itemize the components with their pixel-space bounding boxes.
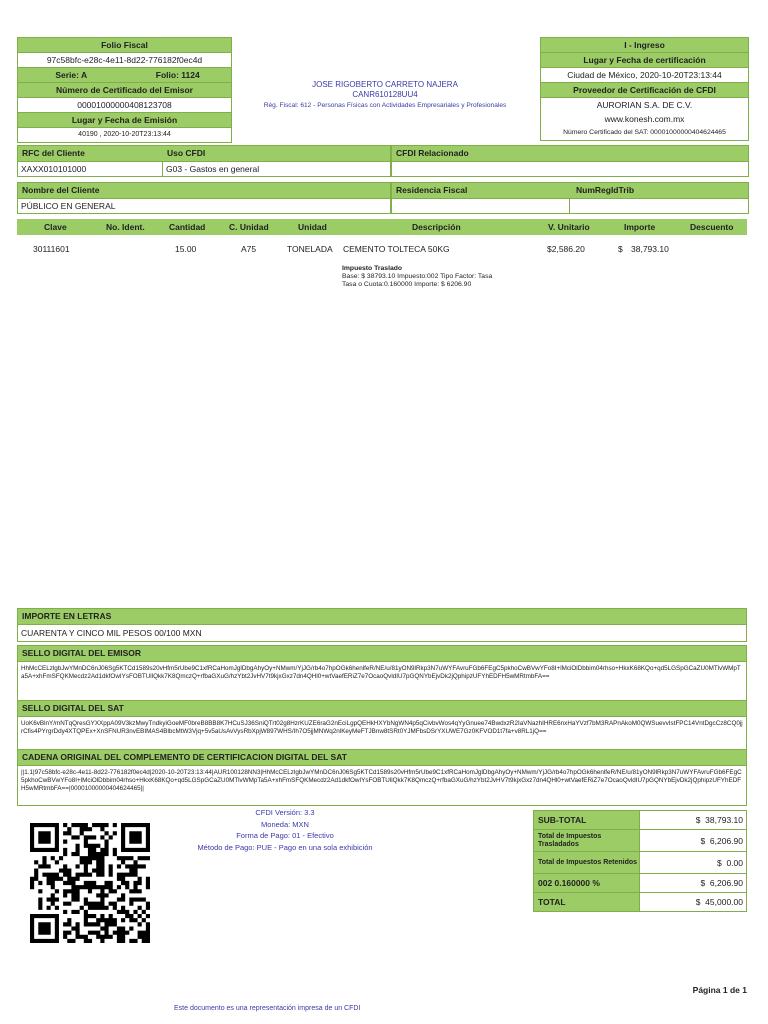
row-c-unidad: A75 [241,244,257,254]
lugar-emision-value: 40190 , 2020-10-20T23:13:44 [18,128,231,142]
emisor-block [235,80,535,111]
emisor-name: JOSE RIGOBERTO CARRETO NAJERA [312,80,458,89]
retenidos-value: 0.00 [726,857,743,868]
cadena-value: ||1.1|97c58bfc-e28c-4e11-8d22-776182f0ec4d|2020-10-20T23:13:44|AUR100128NN3|HhMcCELzlgbJwYMnDC6nJ06Sg5KTCd1589s20vHfm5rUbe9C1xfRCaHomJglDbgAhyOy+NMwm/YjJG/rb4o7hpOGk6henlfeR/NE/u/81yON9lRkp3N7uWYFAvruFGb6FEgC5pkhoCwBVwYFo8I+lMciOlDbbim04rhso+HkxK68KQo+qd5LGSpGCaZU0MTlvWMpTa5A+xhFmSFQKMecdz2Ad1dkfOwIYsFOBTUllQkk7K8QmczQ+rfbaGXuG/hzYbt2JvHV7t9kjxGxz7dn4QHl0+wtVaefERiZ7e7OcaoQvldIU7pGQNYbEjvDk2jQphipzUFYhEDFH5wMRtmbFA==|00001000000404624465|| [17,766,747,806]
cliente-row-1 [17,145,391,177]
subtotal-value: 38,793.10 [705,815,743,825]
proveedor-name: AURORIAN S.A. DE C.V. [541,98,748,112]
concepts-header [17,219,747,235]
totals-row-trasladados [534,830,747,852]
subtotal-label: SUB-TOTAL [534,811,640,830]
emisor-regimen: Rég. Fiscal: 612 - Personas Físicas con Actividades Empresariales y Profesionales [263,102,507,109]
col-importe: Importe [624,222,656,232]
totals-table [533,810,747,912]
serie-folio-row [18,68,231,83]
residencia-value [392,199,570,213]
col-descuento: Descuento [690,222,734,232]
qr-code [30,823,150,943]
subtotal-sym: $ [695,815,701,825]
tax-line-2: Tasa o Cuota:0.160000 Importe: $ 6206.90 [342,281,472,289]
importe-letras-section [17,608,747,642]
iva-label: 002 0.160000 % [534,874,640,893]
row-unidad: TONELADA [287,244,333,254]
tipo-comprobante: I - Ingreso [541,38,748,53]
iva-sym: $ [700,878,706,888]
residencia-box [391,182,749,214]
proveedor-web: www.konesh.com.mx [541,112,748,126]
cert-emisor-value: 00001000000408123708 [18,98,231,113]
cfdi-version: CFDI Versión: 3.3 [255,808,315,817]
lugar-cert-label: Lugar y Fecha de certificación [541,53,748,68]
row-importe: 38,793.10 [631,244,669,254]
trasladados-label: Total de Impuestos Trasladados [534,830,640,852]
emisor-rfc: CANR610128UU4 [352,90,418,99]
nombre-cliente-value: PÚBLICO EN GENERAL [18,199,390,213]
col-descripcion: Descripción [412,222,461,232]
tax-line-1: Base: $ 38793.10 Impuesto:002 Tipo Factor: Tasa [342,273,493,281]
col-clave: Clave [44,222,67,232]
cfdi-relacionado-value [392,162,748,176]
uso-cfdi-label: Uso CFDI [167,148,206,158]
folio-box [17,37,232,143]
cfdi-info [170,807,400,853]
certificacion-box [540,37,749,141]
lugar-emision-label: Lugar y Fecha de Emisión [18,113,231,128]
sello-sat-section [17,700,747,750]
retenidos-label: Total de Impuestos Retenidos [534,852,640,874]
page-number: Página 1 de 1 [692,985,747,995]
totals-row-iva [534,874,747,893]
serie-label: Serie: A [55,70,88,80]
qr-modules [30,823,150,943]
iva-value: 6,206.90 [709,878,743,888]
cert-sat: Número Certificado del SAT: 00001000000404624465 [541,126,748,140]
tax-title: Impuesto Traslado [342,265,403,272]
metodo-pago: Método de Pago: PUE - Pago en una sola exhibición [197,842,373,852]
nombre-cliente-box [17,182,391,214]
rfc-cliente-value: XAXX010101000 [18,162,163,176]
folio-label: Folio: 1124 [155,70,200,80]
col-v-unitario: V. Unitario [548,222,590,232]
col-no-ident: No. Ident. [106,222,145,232]
total-label: TOTAL [534,893,640,912]
folio-fiscal-value: 97c58bfc-e28c-4e11-8d22-776182f0ec4d [18,53,231,68]
uso-cfdi-value: G03 - Gastos en general [166,164,260,174]
sello-sat-label: SELLO DIGITAL DEL SAT [17,700,747,717]
rfc-cliente-label: RFC del Cliente [22,148,85,158]
sello-emisor-section [17,645,747,702]
sello-emisor-value: HhMcCELzlgbJwYMnDC6nJ06Sg5KTCd1589s20vHfm5rUbe9C1xfRCaHomJglDbgAhyOy+NMwm/YjJG/rb4o7hpOGk6henlfeR/NE/u/81yON9lRkp3N7uWYFAvruFGb6FEgC5pkhoCwBVwYFo8I+lMciOlDbbim04rhso+HkxK68KQo+qd5LGSpGCaZU0MTlvWMpTa5A+xhFmSFQKMecdz2Ad1dkfOwIYsFOBTUllQkk7K8QmczQ+rfbaGXuG/hzYbt2JvHV7t9kjxGxz7dn4QHl0+wtVaefERiZ7e7OcaoQvldIU7pGQNYbEjvDk2jQphipzUFYhEDFH5wMRtmbFA== [17,662,747,702]
col-c-unidad: C. Unidad [229,222,269,232]
forma-pago: Forma de Pago: 01 - Efectivo [236,831,334,840]
row-descripcion: CEMENTO TOLTECA 50KG [343,244,450,254]
cfdi-relacionado-box [391,145,749,177]
cadena-original-section [17,749,747,806]
impuesto-traslado [342,265,592,290]
col-cantidad: Cantidad [169,222,206,232]
sello-emisor-label: SELLO DIGITAL DEL EMISOR [17,645,747,662]
lugar-cert-value: Ciudad de México, 2020-10-20T23:13:44 [541,68,748,83]
row-v-unitario: $2,586.20 [547,244,585,254]
row-importe-sym: $ [618,244,623,254]
table-row [17,243,747,257]
cfdi-legend: Este documento es una representación impresa de un CFDI [174,1005,361,1012]
retenidos-sym: $ [716,857,722,868]
totals-row-total [534,893,747,912]
cadena-label: CADENA ORIGINAL DEL COMPLEMENTO DE CERTIFICACION DIGITAL DEL SAT [17,749,747,766]
cert-emisor-label: Número de Certificado del Emisor [18,83,231,98]
row-clave: 30111601 [33,244,70,254]
numregidtrib-label: NumRegIdTrib [576,185,635,195]
trasladados-sym: $ [700,835,706,846]
totals-row-retenidos [534,852,747,874]
row-cantidad: 15.00 [175,244,197,254]
total-value: 45,000.00 [705,897,743,907]
folio-fiscal-label: Folio Fiscal [18,38,231,53]
qr-code-graphic [30,823,150,943]
nombre-cliente-label: Nombre del Cliente [18,183,390,199]
trasladados-value: 6,206.90 [709,835,743,846]
total-sym: $ [695,897,701,907]
importe-letras-value: CUARENTA Y CINCO MIL PESOS 00/100 MXN [17,625,747,642]
residencia-label: Residencia Fiscal [396,185,468,195]
importe-letras-label: IMPORTE EN LETRAS [17,608,747,625]
cfdi-relacionado-label: CFDI Relacionado [392,146,748,162]
moneda: Moneda: MXN [261,819,309,829]
totals-row-subtotal [534,811,747,830]
col-unidad: Unidad [298,222,327,232]
sello-sat-value: UoK6vBlnY/mNTqQresGYXXppA09V3kzMwyTndkyiGoeMF0breB8BB8K7HCuSJ36SniQTrt02g8HzrKUZE6raG2nEciLgpQEHkHXYbNgWN4p5qCivbvWos4qYyGnuee74BwdxzR2IaVNazhIHRE6nxHaYVzf7bM3RAPnAkoM0QWSuevvIstFPC14VntDgcCz8CQ0jjrCfis4PYrgrDdy4XTQPEx+XnSFNUR3nvEBIMAS4BlbcMtW3Vjq+5v5aUsAvVysRbXpjW897WHS/Ih7O5jjMNWq2nlKeyMeFTJBnw8tSRt0YJMFbsDSrYXUWE7Gz0KFVOD1t7fa+v8RL1jQ== [17,717,747,750]
proveedor-label: Proveedor de Certificación de CFDI [541,83,748,98]
